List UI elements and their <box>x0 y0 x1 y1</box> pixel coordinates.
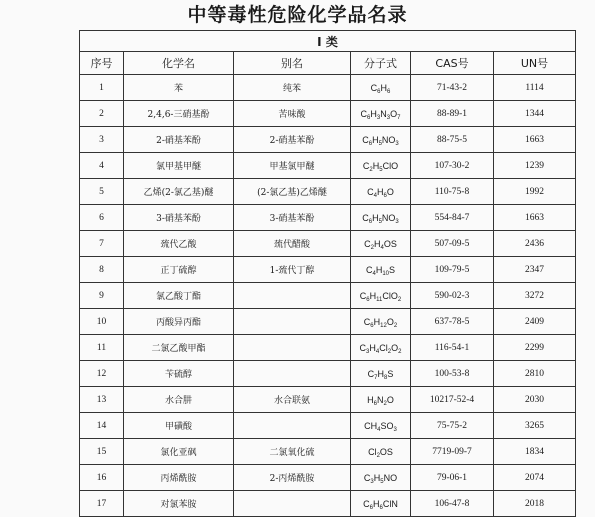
formula-element: N <box>376 394 384 405</box>
formula-subscript: 2 <box>398 348 402 355</box>
molecular-formula <box>351 153 411 179</box>
cas-number: 100-53-8 <box>411 361 494 387</box>
document-title: 中等毒性危险化学品名录 <box>187 4 408 26</box>
chemical-name: 2-硝基苯酚 <box>124 127 234 153</box>
cas-number: 590-02-3 <box>411 283 494 309</box>
formula-element: OS <box>379 446 393 457</box>
formula-element: H <box>380 82 387 93</box>
class-label: I 类 <box>80 31 576 52</box>
row-number: 15 <box>80 439 124 465</box>
formula-subscript: 3 <box>395 218 399 225</box>
formula-element: H <box>373 472 381 483</box>
formula-subscript: 6 <box>368 140 373 147</box>
chemical-alias: 1-巯代丁醇 <box>234 257 351 283</box>
header-row <box>80 52 576 75</box>
formula-element: O <box>391 342 399 353</box>
molecular-formula <box>351 179 411 205</box>
row-number: 17 <box>80 491 124 517</box>
formula-subscript: 10 <box>382 270 389 277</box>
molecular-formula <box>351 257 411 283</box>
formula-element: C <box>362 160 370 171</box>
formula-subscript: 6 <box>368 218 373 225</box>
un-number: 3272 <box>494 283 576 309</box>
formula-subscript: 6 <box>387 88 391 95</box>
formula-subscript: 7 <box>374 374 378 381</box>
formula-subscript: 5 <box>378 140 382 147</box>
un-number: 2347 <box>494 257 576 283</box>
formula-subscript: 6 <box>370 322 374 329</box>
molecular-formula <box>351 439 411 465</box>
molecular-formula <box>351 283 411 309</box>
header-cas: CAS号 <box>411 52 494 75</box>
chemical-alias <box>234 413 351 439</box>
cas-number: 79-06-1 <box>411 465 494 491</box>
table-row <box>80 465 576 491</box>
molecular-formula <box>351 413 411 439</box>
formula-element: Cl <box>368 446 377 457</box>
formula-subscript: 6 <box>379 504 383 511</box>
cas-number: 71-43-2 <box>411 75 494 101</box>
table-row <box>80 231 576 257</box>
row-number: 9 <box>80 283 124 309</box>
chemical-name: 丙酸异丙酯 <box>124 309 234 335</box>
chemical-name: 苄硫醇 <box>124 361 234 387</box>
row-number: 16 <box>80 465 124 491</box>
formula-subscript: 2 <box>397 296 402 303</box>
header-chemical-name: 化学名 <box>124 52 234 75</box>
formula-element: H <box>369 342 376 353</box>
un-number: 2409 <box>494 309 576 335</box>
chemical-alias: 3-硝基苯酚 <box>234 205 351 231</box>
formula-element: O <box>386 394 394 405</box>
table-row <box>80 101 576 127</box>
formula-subscript: 2 <box>393 322 398 329</box>
formula-element: S <box>389 264 396 275</box>
formula-subscript: 6 <box>377 88 381 95</box>
formula-subscript: 4 <box>377 426 381 433</box>
formula-subscript: 6 <box>373 400 377 407</box>
un-number: 2018 <box>494 491 576 517</box>
formula-subscript: 3 <box>393 426 397 433</box>
formula-element: O <box>390 108 398 119</box>
formula-element: CH <box>364 420 378 431</box>
row-number: 13 <box>80 387 124 413</box>
formula-element: NO <box>381 212 396 223</box>
cas-number: 10217-52-4 <box>411 387 494 413</box>
formula-subscript: 12 <box>380 322 387 329</box>
table-row <box>80 127 576 153</box>
chemical-name: 乙烯(2-氯乙基)醚 <box>124 179 234 205</box>
formula-element: H <box>372 212 379 223</box>
formula-element: H <box>375 264 383 275</box>
row-number: 1 <box>80 75 124 101</box>
un-number: 2030 <box>494 387 576 413</box>
chemical-name: 对氯苯胺 <box>124 491 234 517</box>
formula-element: ClO <box>382 160 399 171</box>
cas-number: 107-30-2 <box>411 153 494 179</box>
formula-element: C <box>362 134 369 145</box>
chemical-name: 二氯乙酸甲酯 <box>124 335 234 361</box>
formula-subscript: 4 <box>380 244 384 251</box>
row-number: 5 <box>80 179 124 205</box>
chemical-name: 氯甲基甲醚 <box>124 153 234 179</box>
header-number: 序号 <box>80 52 124 75</box>
table-row <box>80 439 576 465</box>
cas-number: 554-84-7 <box>411 205 494 231</box>
cas-number: 88-89-1 <box>411 101 494 127</box>
formula-subscript: 2 <box>387 348 392 355</box>
chemical-name: 苯 <box>124 75 234 101</box>
un-number: 2299 <box>494 335 576 361</box>
un-number: 1239 <box>494 153 576 179</box>
chemical-alias: 巯代醋酸 <box>234 231 351 257</box>
row-number: 11 <box>80 335 124 361</box>
chemical-alias: 2-硝基苯酚 <box>234 127 351 153</box>
formula-element: H <box>376 186 384 197</box>
chemical-name: 丙烯酰胺 <box>124 465 234 491</box>
chemical-alias <box>234 491 351 517</box>
molecular-formula <box>351 361 411 387</box>
formula-subscript: 3 <box>370 478 374 485</box>
molecular-formula <box>351 335 411 361</box>
molecular-formula <box>351 101 411 127</box>
formula-element: H <box>373 498 380 509</box>
un-number: 1344 <box>494 101 576 127</box>
formula-element: C <box>364 238 371 249</box>
cas-number: 106-47-8 <box>411 491 494 517</box>
formula-element: C <box>367 186 374 197</box>
chemical-alias <box>234 335 351 361</box>
row-number: 14 <box>80 413 124 439</box>
formula-element: C <box>370 82 378 93</box>
chemical-name: 2,4,6-三硝基酚 <box>124 101 234 127</box>
formula-element: H <box>373 238 381 249</box>
chemical-alias: 纯苯 <box>234 75 351 101</box>
table-row <box>80 387 576 413</box>
formula-subscript: 4 <box>375 348 380 355</box>
cas-number: 88-75-5 <box>411 127 494 153</box>
chemical-name: 甲磺酸 <box>124 413 234 439</box>
formula-subscript: 6 <box>367 114 371 121</box>
formula-subscript: 2 <box>376 452 380 459</box>
formula-element: Cl <box>379 342 388 353</box>
formula-subscript: 8 <box>383 374 388 381</box>
chemical-name: 正丁硫醇 <box>124 257 234 283</box>
chemical-name: 氯乙酸丁酯 <box>124 283 234 309</box>
cas-number: 116-54-1 <box>411 335 494 361</box>
formula-element: C <box>363 498 370 509</box>
formula-subscript: 5 <box>380 478 384 485</box>
formula-element: C <box>360 108 368 119</box>
chemical-alias <box>234 361 351 387</box>
formula-element: SO <box>380 420 394 431</box>
formula-element: NO <box>381 134 396 145</box>
chemical-alias: 二氯氧化硫 <box>234 439 351 465</box>
table-row <box>80 361 576 387</box>
formula-subscript: 7 <box>397 114 401 121</box>
molecular-formula <box>351 309 411 335</box>
formula-subscript: 4 <box>373 192 377 199</box>
formula-subscript: 3 <box>395 140 399 147</box>
un-number: 1834 <box>494 439 576 465</box>
un-number: 2074 <box>494 465 576 491</box>
formula-subscript: 2 <box>370 244 374 251</box>
formula-element: H <box>373 316 381 327</box>
table-row <box>80 179 576 205</box>
chemical-alias: 水合联氨 <box>234 387 351 413</box>
un-number: 2810 <box>494 361 576 387</box>
molecular-formula <box>351 231 411 257</box>
formula-element: ClO <box>382 290 398 301</box>
chemical-name: 3-硝基苯酚 <box>124 205 234 231</box>
row-number: 7 <box>80 231 124 257</box>
row-number: 10 <box>80 309 124 335</box>
row-number: 6 <box>80 205 124 231</box>
table-row <box>80 153 576 179</box>
formula-element: C <box>359 290 367 301</box>
molecular-formula <box>351 75 411 101</box>
chemical-name: 水合肼 <box>124 387 234 413</box>
formula-element: H <box>369 290 377 301</box>
un-number: 2436 <box>494 231 576 257</box>
un-number: 1114 <box>494 75 576 101</box>
chemical-alias: 甲基氯甲醚 <box>234 153 351 179</box>
table-row <box>80 75 576 101</box>
row-number: 12 <box>80 361 124 387</box>
header-formula: 分子式 <box>351 52 411 75</box>
formula-element: C <box>363 472 371 483</box>
un-number: 1992 <box>494 179 576 205</box>
chemical-table <box>79 30 576 517</box>
header-alias: 别名 <box>234 52 351 75</box>
cas-number: 7719-09-7 <box>411 439 494 465</box>
chemical-alias <box>234 283 351 309</box>
formula-subscript: 3 <box>386 114 391 121</box>
formula-subscript: 6 <box>366 296 370 303</box>
molecular-formula <box>351 205 411 231</box>
row-number: 2 <box>80 101 124 127</box>
formula-subscript: 6 <box>383 192 387 199</box>
row-number: 4 <box>80 153 124 179</box>
chemical-alias <box>234 309 351 335</box>
molecular-formula <box>351 465 411 491</box>
formula-element: O <box>386 316 394 327</box>
formula-element: C <box>367 368 375 379</box>
table-row <box>80 491 576 517</box>
un-number: 1663 <box>494 127 576 153</box>
formula-element: O <box>386 186 394 197</box>
formula-element: H <box>367 394 374 405</box>
formula-subscript: 3 <box>366 348 370 355</box>
formula-element: C <box>362 212 369 223</box>
chemical-alias: 2-丙烯酰胺 <box>234 465 351 491</box>
class-row <box>80 31 576 52</box>
header-un: UN号 <box>494 52 576 75</box>
chemical-alias: 苦味酸 <box>234 101 351 127</box>
formula-element: C <box>363 316 371 327</box>
chemical-name: 氯化亚砜 <box>124 439 234 465</box>
formula-subscript: 5 <box>379 166 383 173</box>
formula-element: OS <box>383 238 397 249</box>
formula-element: H <box>377 368 384 379</box>
un-number: 3265 <box>494 413 576 439</box>
molecular-formula <box>351 127 411 153</box>
formula-subscript: 2 <box>383 400 387 407</box>
formula-element: NO <box>383 472 398 483</box>
formula-subscript: 5 <box>378 218 382 225</box>
cas-number: 507-09-5 <box>411 231 494 257</box>
chemical-name: 巯代乙酸 <box>124 231 234 257</box>
cas-number: 110-75-8 <box>411 179 494 205</box>
molecular-formula <box>351 387 411 413</box>
chemical-alias: (2-氯乙基)乙烯醚 <box>234 179 351 205</box>
formula-element: H <box>372 134 379 145</box>
formula-subscript: 3 <box>376 114 381 121</box>
cas-number: 75-75-2 <box>411 413 494 439</box>
table-row <box>80 283 576 309</box>
table-body <box>80 31 576 517</box>
table-row <box>80 335 576 361</box>
cas-number: 109-79-5 <box>411 257 494 283</box>
formula-subscript: 2 <box>369 166 373 173</box>
formula-element: S <box>387 368 394 379</box>
cas-number: 637-78-5 <box>411 309 494 335</box>
table-row <box>80 413 576 439</box>
table-row <box>80 309 576 335</box>
formula-element: C <box>359 342 367 353</box>
formula-element: C <box>365 264 373 275</box>
table-row <box>80 257 576 283</box>
row-number: 3 <box>80 127 124 153</box>
un-number: 1663 <box>494 205 576 231</box>
formula-element: N <box>380 108 387 119</box>
formula-element: H <box>372 160 380 171</box>
row-number: 8 <box>80 257 124 283</box>
formula-element: ClN <box>382 498 398 509</box>
formula-subscript: 4 <box>372 270 376 277</box>
formula-subscript: 11 <box>376 296 383 303</box>
molecular-formula <box>351 491 411 517</box>
formula-element: H <box>370 108 377 119</box>
table-row <box>80 205 576 231</box>
formula-subscript: 6 <box>369 504 373 511</box>
